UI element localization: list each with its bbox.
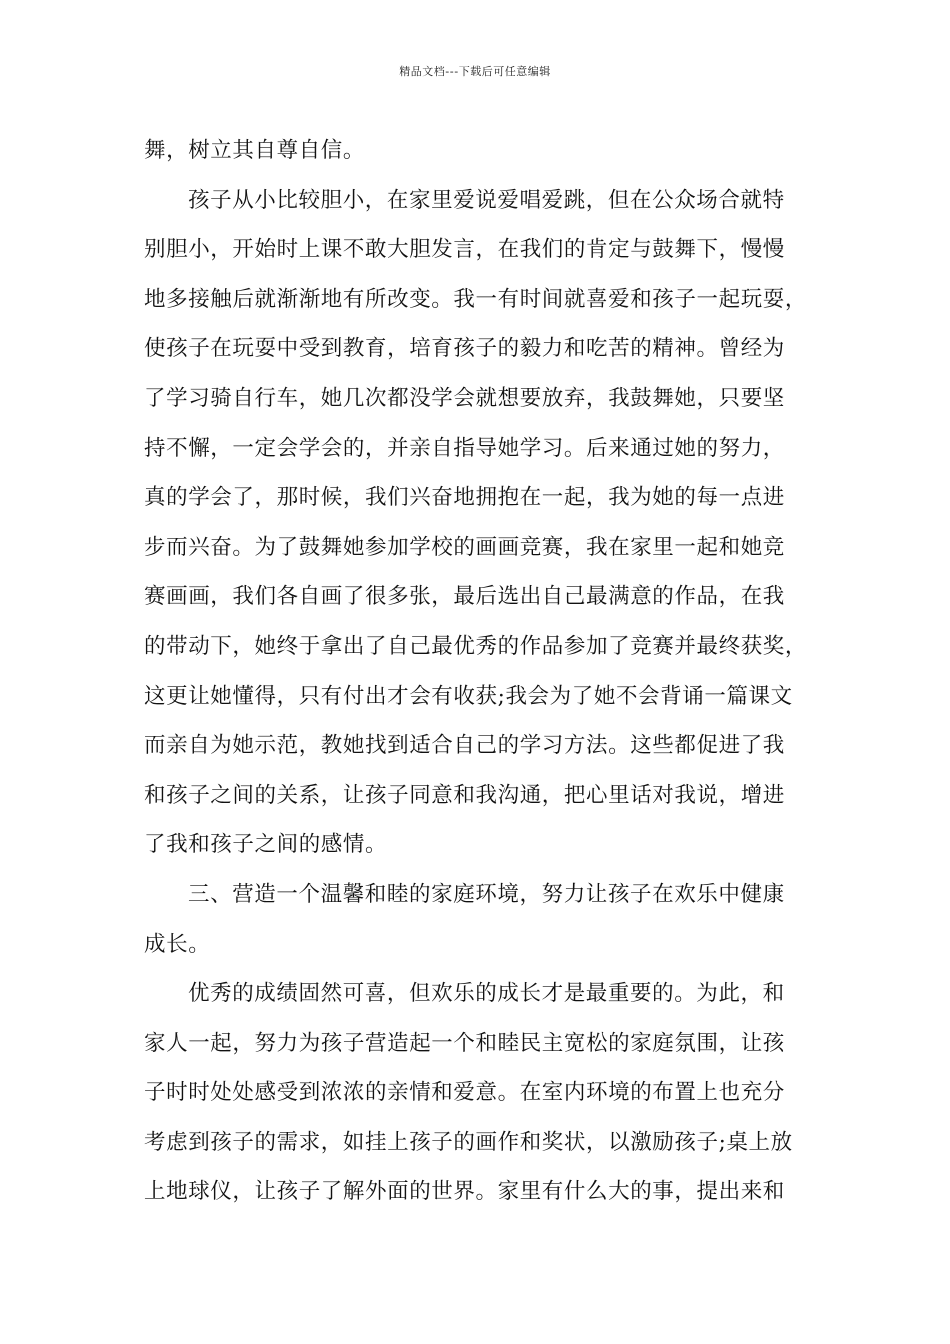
text-line: 地多接触后就渐渐地有所改变。我一有时间就喜爱和孩子一起玩耍， bbox=[144, 286, 808, 312]
text-line: 成长。 bbox=[144, 931, 211, 957]
text-line: 家人一起，努力为孩子营造起一个和睦民主宽松的家庭氛围，让孩 bbox=[144, 1030, 785, 1056]
text-line-paragraph-start: 优秀的成绩固然可喜，但欢乐的成长才是最重要的。为此，和 bbox=[188, 981, 785, 1007]
text-line: 持不懈，一定会学会的，并亲自指导她学习。后来通过她的努力， bbox=[144, 435, 785, 461]
page-header: 精品文档---下载后可任意编辑 bbox=[399, 65, 551, 78]
text-line: 真的学会了，那时候，我们兴奋地拥抱在一起，我为她的每一点进 bbox=[144, 485, 785, 511]
text-line: 舞，树立其自尊自信。 bbox=[144, 138, 366, 163]
text-line: 赛画画，我们各自画了很多张，最后选出自己最满意的作品，在我 bbox=[144, 584, 785, 610]
text-line: 考虑到孩子的需求，如挂上孩子的画作和奖状，以激励孩子;桌上放 bbox=[144, 1129, 793, 1155]
text-line: 步而兴奋。为了鼓舞她参加学校的画画竞赛，我在家里一起和她竞 bbox=[144, 534, 785, 560]
text-line: 使孩子在玩耍中受到教育，培育孩子的毅力和吃苦的精神。曾经为 bbox=[144, 336, 785, 362]
text-line: 这更让她懂得，只有付出才会有收获;我会为了她不会背诵一篇课文 bbox=[144, 683, 793, 709]
document-body bbox=[144, 126, 824, 1217]
text-line: 子时时处处感受到浓浓的亲情和爱意。在室内环境的布置上也充分 bbox=[144, 1080, 785, 1106]
text-line-paragraph-start: 孩子从小比较胆小，在家里爱说爱唱爱跳，但在公众场合就特 bbox=[188, 187, 785, 213]
text-line: 别胆小，开始时上课不敢大胆发言，在我们的肯定与鼓舞下，慢慢 bbox=[144, 237, 785, 263]
text-line: 了我和孩子之间的感情。 bbox=[144, 832, 388, 858]
section-heading-line: 三、营造一个温馨和睦的家庭环境，努力让孩子在欢乐中健康 bbox=[188, 881, 785, 907]
text-line: 上地球仪，让孩子了解外面的世界。家里有什么大的事，提出来和 bbox=[144, 1179, 785, 1205]
text-line: 而亲自为她示范，教她找到适合自己的学习方法。这些都促进了我 bbox=[144, 733, 785, 759]
text-line: 的带动下，她终于拿出了自己最优秀的作品参加了竞赛并最终获奖， bbox=[144, 633, 808, 659]
text-line: 了学习骑自行车，她几次都没学会就想要放弃，我鼓舞她，只要坚 bbox=[144, 385, 785, 411]
text-line: 和孩子之间的关系，让孩子同意和我沟通，把心里话对我说，增进 bbox=[144, 782, 785, 808]
